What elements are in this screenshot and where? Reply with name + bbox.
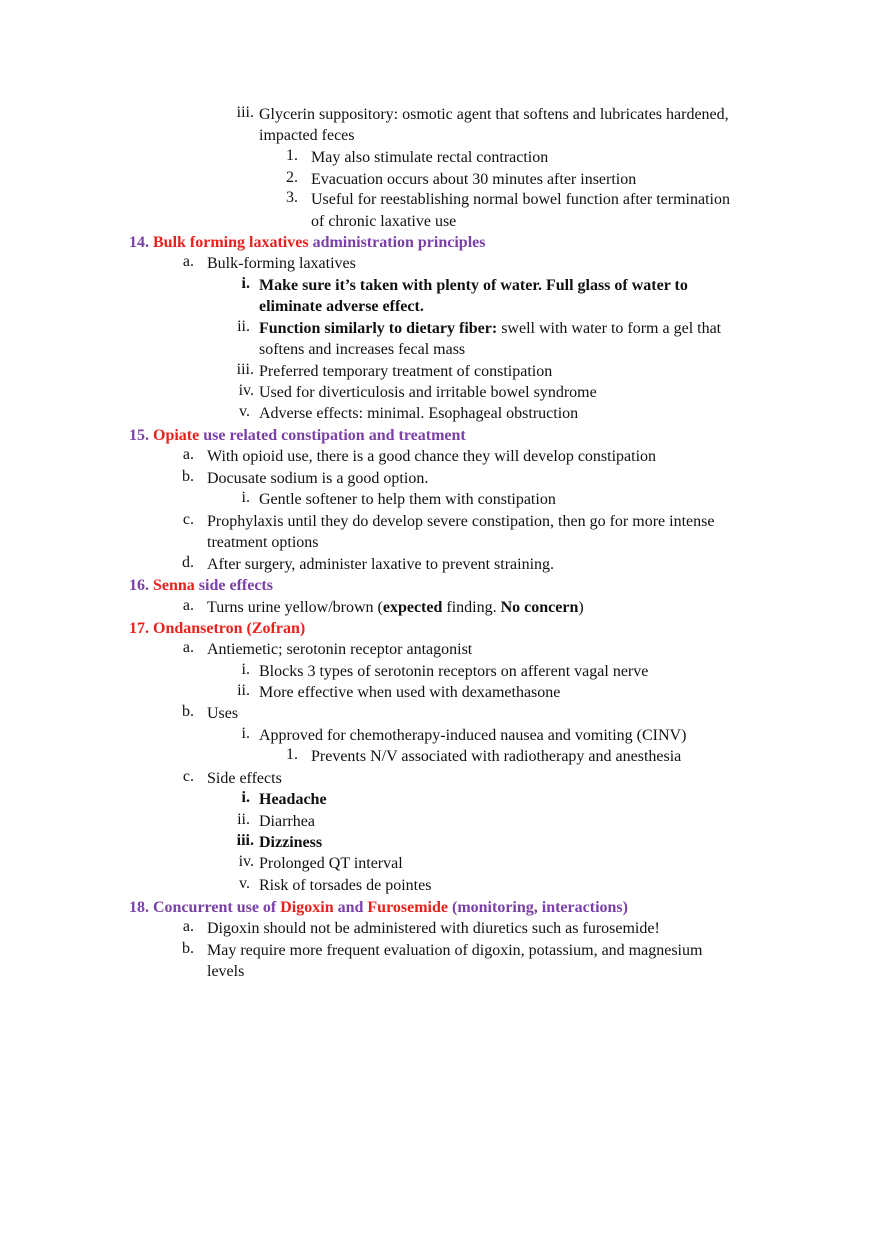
heading-purple-text: use related constipation and treatment bbox=[203, 427, 466, 444]
list-marker: iv. bbox=[238, 853, 254, 870]
list-marker: i. bbox=[241, 789, 250, 806]
heading-purple-text: administration principles bbox=[312, 234, 486, 251]
section-heading-18 bbox=[129, 897, 628, 918]
list-item-text: Useful for reestablishing normal bowel function after termination bbox=[311, 191, 730, 208]
list-item-text: eliminate adverse effect. bbox=[259, 298, 424, 315]
heading-red-text: Furosemide bbox=[367, 899, 448, 916]
heading-number: 15. bbox=[129, 427, 149, 444]
list-item-text: Risk of torsades de pointes bbox=[259, 877, 432, 894]
heading-red-text: Opiate bbox=[153, 427, 200, 444]
list-item-text: levels bbox=[207, 963, 245, 980]
heading-number: 16. bbox=[129, 577, 149, 594]
list-marker: i. bbox=[241, 661, 250, 678]
section-heading-15 bbox=[129, 425, 466, 446]
list-marker: ii. bbox=[237, 811, 250, 828]
list-marker: 2. bbox=[286, 169, 298, 186]
list-item-text: Adverse effects: minimal. Esophageal obstruction bbox=[259, 405, 579, 422]
list-item-text: Bulk-forming laxatives bbox=[207, 255, 356, 272]
list-item-text: impacted feces bbox=[259, 127, 355, 144]
heading-number: 17. bbox=[129, 620, 149, 637]
list-marker: i. bbox=[241, 275, 250, 292]
list-item-text: Docusate sodium is a good option. bbox=[207, 470, 429, 487]
list-item-text: Uses bbox=[207, 705, 239, 722]
list-item-text: May require more frequent evaluation of digoxin, potassium, and magnesium bbox=[207, 942, 703, 959]
section-heading-14 bbox=[129, 232, 485, 253]
list-marker: b. bbox=[182, 940, 194, 957]
section-heading-16 bbox=[129, 575, 273, 596]
list-marker: iii. bbox=[236, 832, 254, 849]
heading-number: 18. bbox=[129, 899, 149, 916]
list-marker: v. bbox=[239, 875, 250, 892]
heading-red-text: Senna bbox=[153, 577, 195, 594]
list-item-text: With opioid use, there is a good chance they will develop constipation bbox=[207, 448, 657, 465]
list-item-text: treatment options bbox=[207, 534, 319, 551]
list-marker: d. bbox=[182, 554, 194, 571]
text-run: Turns urine yellow/brown ( bbox=[207, 599, 383, 616]
list-marker: 1. bbox=[286, 746, 298, 763]
list-marker: a. bbox=[182, 639, 194, 656]
list-item-text: Used for diverticulosis and irritable bowel syndrome bbox=[259, 384, 597, 401]
heading-purple-text: Concurrent use of bbox=[153, 899, 277, 916]
list-marker: iii. bbox=[236, 361, 254, 378]
list-marker: i. bbox=[241, 725, 250, 742]
list-item-text: More effective when used with dexamethasone bbox=[259, 684, 561, 701]
list-item-text: of chronic laxative use bbox=[311, 213, 457, 230]
list-item-text: Glycerin suppository: osmotic agent that softens and lubricates hardened, bbox=[259, 106, 729, 123]
list-marker: a. bbox=[182, 918, 194, 935]
heading-purple-text: and bbox=[337, 899, 364, 916]
list-item-text bbox=[207, 597, 584, 618]
heading-red-text: Ondansetron (Zofran) bbox=[153, 620, 306, 637]
list-item-text: Dizziness bbox=[259, 834, 323, 851]
list-item-text: Prophylaxis until they do develop severe constipation, then go for more intense bbox=[207, 513, 715, 530]
list-marker: iii. bbox=[236, 104, 254, 121]
list-item-text: Approved for chemotherapy-induced nausea and vomiting (CINV) bbox=[259, 727, 687, 744]
bold-phrase: expected bbox=[382, 599, 443, 616]
list-item-text: Prolonged QT interval bbox=[259, 855, 403, 872]
list-marker: 1. bbox=[286, 147, 298, 164]
list-item-text: After surgery, administer laxative to prevent straining. bbox=[207, 556, 555, 573]
list-marker: i. bbox=[241, 489, 250, 506]
list-item-text: softens and increases fecal mass bbox=[259, 341, 466, 358]
list-item-text: Diarrhea bbox=[259, 813, 315, 830]
bold-phrase: No concern bbox=[500, 599, 579, 616]
list-item-text: Headache bbox=[259, 791, 327, 808]
text-run: ) bbox=[578, 599, 584, 616]
list-item-text bbox=[259, 318, 721, 339]
list-marker: b. bbox=[182, 468, 194, 485]
list-marker: c. bbox=[182, 511, 194, 528]
list-marker: c. bbox=[182, 768, 194, 785]
bold-phrase: Function similarly to dietary fiber: bbox=[259, 320, 498, 337]
heading-red-text: Digoxin bbox=[280, 899, 334, 916]
list-item-text: Digoxin should not be administered with diuretics such as furosemide! bbox=[207, 920, 660, 937]
list-item-text: Make sure it’s taken with plenty of water. Full glass of water to bbox=[259, 277, 688, 294]
list-item-text: Antiemetic; serotonin receptor antagonist bbox=[207, 641, 473, 658]
section-heading-17 bbox=[129, 618, 305, 639]
heading-red-text: Bulk forming laxatives bbox=[153, 234, 309, 251]
list-item-text: Blocks 3 types of serotonin receptors on afferent vagal nerve bbox=[259, 663, 649, 680]
heading-purple-text: side effects bbox=[198, 577, 273, 594]
list-item-text: Preferred temporary treatment of constipation bbox=[259, 363, 553, 380]
text-run: swell with water to form a gel that bbox=[501, 320, 722, 337]
list-marker: ii. bbox=[237, 682, 250, 699]
list-marker: v. bbox=[239, 403, 250, 420]
list-marker: a. bbox=[182, 253, 194, 270]
list-marker: ii. bbox=[237, 318, 250, 335]
list-marker: a. bbox=[182, 597, 194, 614]
text-run: finding. bbox=[442, 599, 501, 616]
list-item-text: Prevents N/V associated with radiotherapy and anesthesia bbox=[311, 748, 682, 765]
heading-purple-text: (monitoring, interactions) bbox=[451, 899, 628, 916]
list-marker: 3. bbox=[286, 189, 298, 206]
list-item-text: Gentle softener to help them with constipation bbox=[259, 491, 556, 508]
list-item-text: May also stimulate rectal contraction bbox=[311, 149, 549, 166]
list-item-text: Evacuation occurs about 30 minutes after insertion bbox=[311, 171, 637, 188]
list-item-text: Side effects bbox=[207, 770, 282, 787]
list-marker: iv. bbox=[238, 382, 254, 399]
list-marker: a. bbox=[182, 446, 194, 463]
heading-number: 14. bbox=[129, 234, 149, 251]
list-marker: b. bbox=[182, 703, 194, 720]
